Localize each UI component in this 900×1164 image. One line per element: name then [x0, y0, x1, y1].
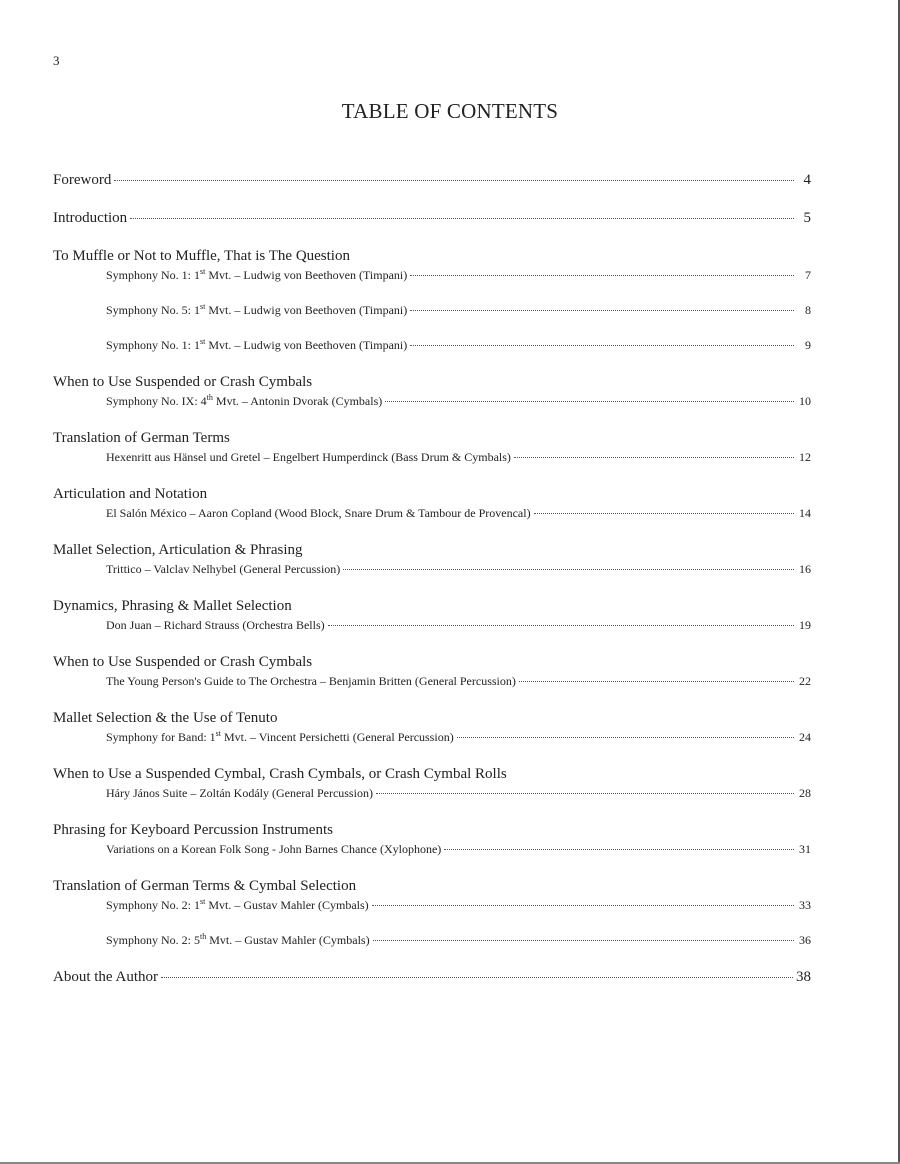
dot-leader: [372, 905, 794, 906]
section-heading-label: To Muffle or Not to Muffle, That is The Question: [53, 248, 350, 264]
toc-subentry-label: [106, 504, 531, 522]
ordinal-suffix: st: [215, 729, 222, 738]
dot-leader: [534, 513, 794, 514]
toc-subentry[interactable]: [53, 392, 811, 410]
entry-title: Variations on a Korean Folk Song - John Barnes Chance (Xylophone): [106, 842, 442, 856]
dot-leader: [410, 275, 794, 276]
toc-list: [53, 171, 811, 987]
toc-page-number: 4: [803, 172, 811, 188]
toc-page-number: 7: [805, 268, 811, 282]
toc-label: About the Author: [53, 969, 158, 985]
toc-subentry[interactable]: [53, 840, 811, 858]
section-heading-label: Translation of German Terms: [53, 430, 230, 446]
section-heading-label: When to Use a Suspended Cymbal, Crash Cymbals, or Crash Cymbal Rolls: [53, 766, 507, 782]
toc-section-heading: [53, 597, 811, 616]
toc-page-number: 5: [803, 210, 811, 226]
dot-leader: [373, 940, 794, 941]
toc-page-number: 9: [805, 338, 811, 352]
page-title: TABLE OF CONTENTS: [341, 99, 559, 123]
toc-subentry-label: [106, 784, 373, 802]
dot-leader: [161, 977, 793, 978]
section-heading-label: Mallet Selection & the Use of Tenuto: [53, 710, 278, 726]
ordinal-suffix: st: [200, 267, 206, 276]
toc-subentry-label: [106, 931, 370, 949]
toc-subentry-label: [106, 448, 511, 466]
toc-section-heading: [53, 485, 811, 504]
toc-section-heading: [53, 541, 811, 560]
toc-subentry[interactable]: [53, 504, 811, 522]
toc-section-heading: [53, 429, 811, 448]
ordinal-suffix: st: [200, 897, 206, 906]
toc-subentry[interactable]: [53, 336, 811, 354]
section-heading-label: Dynamics, Phrasing & Mallet Selection: [53, 598, 292, 614]
dot-leader: [457, 737, 794, 738]
toc-subentry-label: [106, 672, 516, 690]
section-heading-label: When to Use Suspended or Crash Cymbals: [53, 374, 313, 390]
toc-section-heading: [53, 765, 811, 784]
entry-title-rest: Mvt. – Gustav Mahler (Cymbals): [206, 933, 370, 947]
entry-title-rest: Mvt. – Ludwig von Beethoven (Timpani): [205, 338, 408, 352]
toc-section-heading: [53, 653, 811, 672]
toc-subentry[interactable]: [53, 931, 811, 949]
dot-leader: [514, 457, 794, 458]
toc-page-number: 22: [799, 674, 811, 688]
toc-subentry-label: [106, 392, 382, 410]
toc-subentry-label: [106, 616, 325, 634]
dot-leader: [410, 310, 794, 311]
entry-title: Trittico – Valclav Nelhybel (General Percussion): [106, 562, 341, 576]
toc-subentry[interactable]: [53, 266, 811, 284]
dot-leader: [376, 793, 794, 794]
toc-label: Introduction: [53, 210, 128, 226]
toc-page-number: 31: [799, 842, 811, 856]
section-heading-label: Mallet Selection, Articulation & Phrasing: [53, 542, 303, 558]
toc-page-number: 24: [799, 730, 811, 744]
toc-section-heading: [53, 247, 811, 266]
entry-title: The Young Person's Guide to The Orchestra – Benjamin Britten (General Percussion): [106, 674, 516, 688]
toc-label: Foreword: [53, 172, 112, 188]
ordinal-suffix: st: [200, 302, 206, 311]
dot-leader: [410, 345, 794, 346]
toc-section-heading: [53, 373, 811, 392]
entry-title-rest: Mvt. – Ludwig von Beethoven (Timpani): [205, 303, 408, 317]
entry-title: Háry János Suite – Zoltán Kodály (General Percussion): [106, 786, 373, 800]
ordinal-suffix: th: [200, 932, 207, 941]
section-heading-label: Articulation and Notation: [53, 486, 208, 502]
toc-subentry-label: [106, 728, 454, 746]
dot-leader: [343, 569, 794, 570]
ordinal-suffix: st: [200, 337, 206, 346]
toc-page-number: 28: [799, 786, 811, 800]
toc-page-number: 10: [799, 394, 811, 408]
entry-title: Symphony No. IX: 4: [106, 394, 207, 408]
entry-title: Don Juan – Richard Strauss (Orchestra Bells): [106, 618, 325, 632]
entry-title-rest: Mvt. – Vincent Persichetti (General Percussion): [221, 730, 454, 744]
toc-subentry-label: [106, 560, 340, 578]
toc-subentry[interactable]: [53, 728, 811, 746]
entry-title: Symphony for Band: 1: [106, 730, 216, 744]
toc-page-number: 38: [796, 969, 811, 985]
toc-section-heading: [53, 821, 811, 840]
toc-subentry-label: [106, 266, 407, 284]
toc-subentry[interactable]: [53, 896, 811, 914]
entry-title: Hexenritt aus Hänsel und Gretel – Engelbert Humperdinck (Bass Drum & Cymbals): [106, 450, 511, 464]
toc-section-heading: [53, 709, 811, 728]
toc-subentry[interactable]: [53, 616, 811, 634]
toc-subentry[interactable]: [53, 560, 811, 578]
toc-entry-about-the-author[interactable]: [53, 968, 811, 987]
section-heading-label: When to Use Suspended or Crash Cymbals: [53, 654, 313, 670]
entry-title: Symphony No. 1: 1: [106, 338, 201, 352]
toc-subentry[interactable]: [53, 784, 811, 802]
toc-page-number: 19: [799, 618, 811, 632]
entry-title-rest: Mvt. – Antonin Dvorak (Cymbals): [212, 394, 383, 408]
toc-sections: [53, 247, 811, 949]
toc-subentry-label: [106, 301, 407, 319]
toc-page-number: 14: [799, 506, 811, 520]
entry-title-rest: Mvt. – Ludwig von Beethoven (Timpani): [205, 268, 408, 282]
entry-title-rest: Mvt. – Gustav Mahler (Cymbals): [205, 898, 369, 912]
toc-page-number: 36: [799, 933, 811, 947]
dot-leader: [444, 849, 794, 850]
toc-subentry[interactable]: [53, 448, 811, 466]
toc-entry-foreword[interactable]: [53, 171, 811, 190]
ordinal-suffix: th: [206, 393, 213, 402]
section-heading-label: Translation of German Terms & Cymbal Selection: [53, 878, 357, 894]
toc-page-number: 8: [805, 303, 811, 317]
entry-title: Symphony No. 1: 1: [106, 268, 201, 282]
entry-title: Symphony No. 2: 1: [106, 898, 201, 912]
entry-title: El Salón México – Aaron Copland (Wood Block, Snare Drum & Tambour de Provencal): [106, 506, 531, 520]
toc-subentry-label: [106, 896, 369, 914]
dot-leader: [328, 625, 794, 626]
toc-section-heading: [53, 877, 811, 896]
toc-subentry-label: [106, 336, 407, 354]
page-number: 3: [53, 53, 60, 68]
toc-subentry-label: [106, 840, 441, 858]
entry-title: Symphony No. 5: 1: [106, 303, 201, 317]
dot-leader: [385, 401, 794, 402]
toc-page-number: 12: [799, 450, 811, 464]
dot-leader: [519, 681, 794, 682]
toc-page-number: 16: [799, 562, 811, 576]
section-heading-label: Phrasing for Keyboard Percussion Instruments: [53, 822, 333, 838]
entry-title: Symphony No. 2: 5: [106, 933, 201, 947]
toc-subentry[interactable]: [53, 301, 811, 319]
dot-leader: [114, 180, 794, 181]
toc-entry-introduction[interactable]: [53, 209, 811, 228]
dot-leader: [130, 218, 794, 219]
toc-page-number: 33: [799, 898, 811, 912]
toc-subentry[interactable]: [53, 672, 811, 690]
